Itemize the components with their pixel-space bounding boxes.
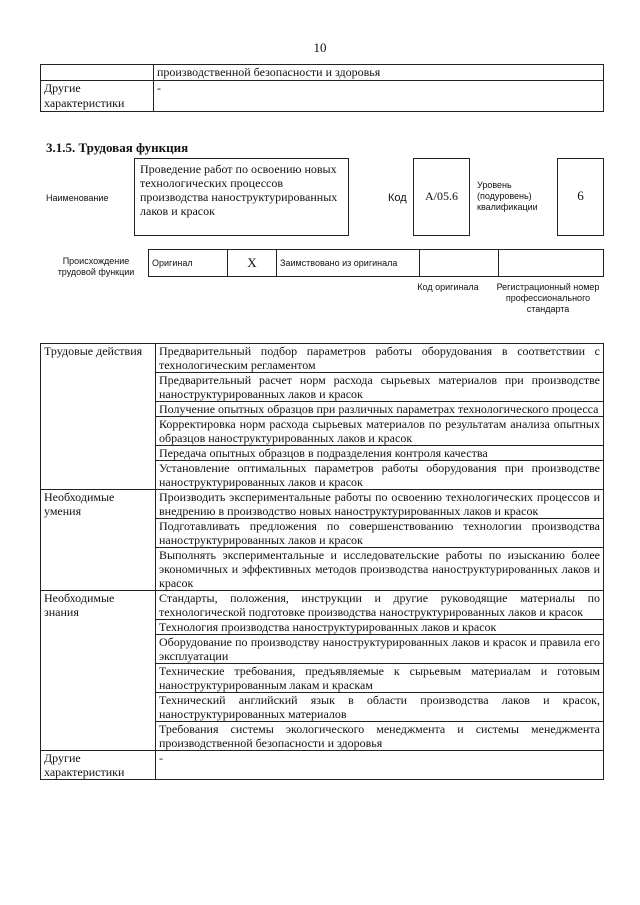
original-label: Оригинал bbox=[149, 250, 228, 277]
code-original-label: Код оригинала bbox=[417, 282, 479, 292]
borrowed-label: Заимствовано из оригинала bbox=[277, 250, 420, 277]
list-item: Технический английский язык в области производства лаков и красок, наноструктурированных материалов bbox=[156, 693, 604, 722]
list-item: Корректировка норм расхода сырьевых материалов по результатам анализа опытных образцов наноструктурированных лаков и красок bbox=[156, 417, 604, 446]
other-characteristics-label: Другие характеристики bbox=[41, 81, 154, 112]
code-original-cell bbox=[420, 250, 499, 277]
function-name-label: Наименование bbox=[46, 193, 109, 203]
qualification-level-value: 6 bbox=[557, 158, 604, 236]
other-characteristics-value: - bbox=[156, 751, 604, 780]
list-item: Производить экспериментальные работы по освоению технологических процессов и внедрению в производство новых наноструктурированных лаков и красок bbox=[156, 490, 604, 519]
table-row bbox=[41, 751, 604, 780]
list-item: Оборудование по производству наноструктурированных лаков и красок и правила его эксплуатации bbox=[156, 635, 604, 664]
list-item: Выполнять экспериментальные и исследовательские работы по изысканию более экономичных и эффективных методов производства наноструктурированных лаков и красок bbox=[156, 548, 604, 591]
origin-label: Происхождение трудовой функции bbox=[57, 256, 135, 277]
table-row bbox=[41, 344, 604, 373]
list-item: Предварительный расчет норм расхода сырьевых материалов при производстве наноструктурированных лаков и красок bbox=[156, 373, 604, 402]
code-label: Код bbox=[388, 192, 407, 204]
code-value: A/05.6 bbox=[413, 158, 470, 236]
table-row bbox=[149, 250, 604, 277]
table-row bbox=[41, 591, 604, 620]
other-characteristics-label: Другие характеристики bbox=[41, 751, 156, 780]
table-row bbox=[41, 81, 604, 112]
list-item: Технология производства наноструктурированных лаков и красок bbox=[156, 620, 604, 635]
other-characteristics-value: - bbox=[154, 81, 604, 112]
skills-label: Необходимые умения bbox=[41, 490, 156, 591]
knowledge-label: Необходимые знания bbox=[41, 591, 156, 751]
reg-number-cell bbox=[499, 250, 604, 277]
original-mark: X bbox=[228, 250, 277, 277]
empty-cell bbox=[41, 65, 154, 81]
list-item: Предварительный подбор параметров работы оборудования в соответствии с технологическим регламентом bbox=[156, 344, 604, 373]
origin-table bbox=[148, 249, 604, 277]
list-item: Передача опытных образцов в подразделения контроля качества bbox=[156, 446, 604, 461]
list-item: Получение опытных образцов при различных параметрах технологического процесса bbox=[156, 402, 604, 417]
list-item: Требования системы экологического менеджмента и системы менеджмента производственной безопасности и здоровья bbox=[156, 722, 604, 751]
list-item: Технические требования, предъявляемые к сырьевым материалам и готовым наноструктурированным лакам и краскам bbox=[156, 664, 604, 693]
continuation-text: производственной безопасности и здоровья bbox=[154, 65, 604, 81]
function-details-table bbox=[40, 343, 604, 780]
table-row bbox=[41, 65, 604, 81]
page-number: 10 bbox=[313, 40, 327, 55]
table-row bbox=[41, 490, 604, 519]
continuation-table bbox=[40, 64, 604, 112]
list-item: Подготавливать предложения по совершенствованию технологии производства наноструктурированных лаков и красок bbox=[156, 519, 604, 548]
qualification-level-label: Уровень (подуровень) квалификации bbox=[477, 180, 538, 212]
section-title: 3.1.5. Трудовая функция bbox=[46, 140, 189, 155]
list-item: Установление оптимальных параметров работы оборудования при производстве наноструктурированных лаков и красок bbox=[156, 461, 604, 490]
reg-number-label: Регистрационный номер профессионального стандарта bbox=[496, 282, 600, 314]
labor-actions-label: Трудовые действия bbox=[41, 344, 156, 490]
function-name-value: Проведение работ по освоению новых технологических процессов производства наноструктурированных лаков и красок bbox=[134, 158, 349, 236]
list-item: Стандарты, положения, инструкции и другие руководящие материалы по технологической подготовке производства наноструктурированных лаков и красок bbox=[156, 591, 604, 620]
